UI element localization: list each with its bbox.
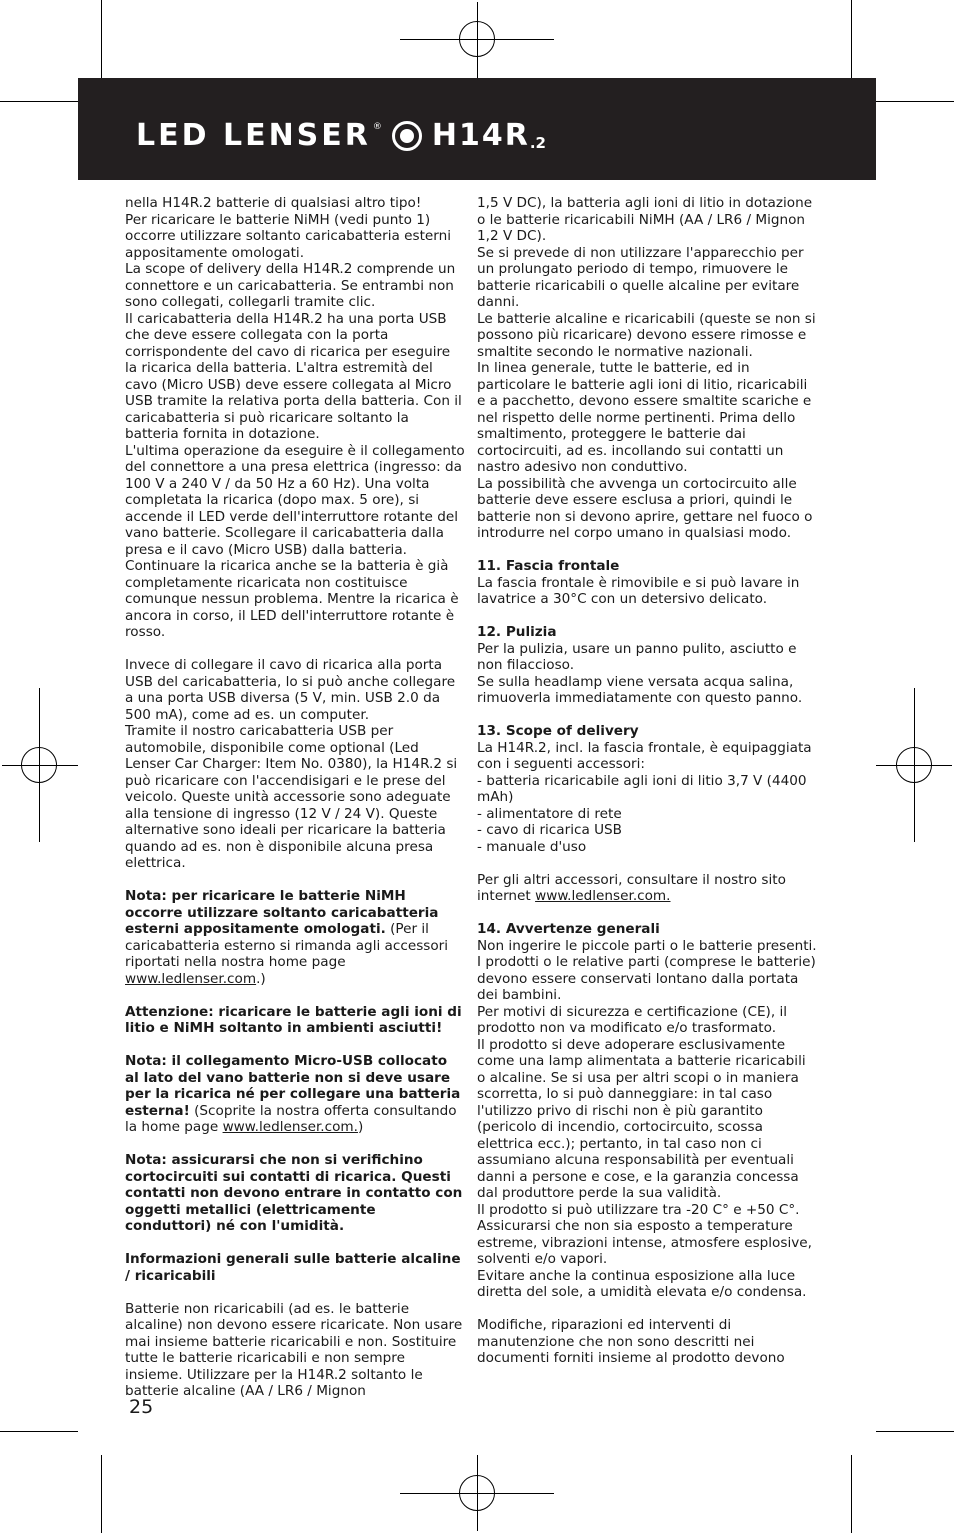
crop-mark bbox=[851, 1455, 852, 1533]
paragraph: Se si prevede di non utilizzare l'apparecchio per un prolungato periodo di tempo, rimuovere le batterie ricaricabili o quelle alcaline per evitare danni. bbox=[477, 244, 804, 310]
crop-mark bbox=[0, 101, 78, 102]
paragraph: Non ingerire le piccole parti o le batterie presenti. I prodotti o le relative parti (comprese le batterie) devono essere conservati lontano dalla portata dei bambini. bbox=[477, 937, 817, 1003]
list-item: - cavo di ricarica USB bbox=[477, 822, 623, 838]
lamp-disc-icon bbox=[392, 121, 422, 151]
paragraph: La H14R.2, incl. la fascia frontale, è equipaggiata con i seguenti accessori: bbox=[477, 739, 812, 772]
logo-model-suffix: .2 bbox=[529, 133, 546, 152]
crop-mark bbox=[101, 0, 102, 78]
paragraph: La possibilità che avvenga un cortocircuito alle batterie deve essere esclusa a priori, quindi le batterie non si devono aprire, gettare nel fuoco o introdurre nel corpo umano in qualsiasi modo. bbox=[477, 475, 813, 541]
paragraph: Evitare anche la continua esposizione alla luce diretta del sole, a umidità elevata e/o condensa. bbox=[477, 1267, 807, 1300]
paragraph: Per la pulizia, usare un panno pulito, asciutto e non filaccioso. bbox=[477, 640, 797, 673]
list-item: - alimentatore di rete bbox=[477, 805, 622, 822]
section-heading: 14. Avvertenze generali bbox=[477, 921, 660, 937]
note-text: Per gli altri accessori, consultare il nostro sito internet bbox=[477, 871, 786, 904]
paragraph: In linea generale, tutte le batterie, ed in particolare le batterie agli ioni di litio, ricaricabili e a pacchetto, devono essere smaltite scariche e nel rispetto delle norme pertinenti. Prima dello smaltimento, proteggere le batterie dai cortocircuiti, ad es. incollando sui contatti un nastro adesivo non conduttivo. bbox=[477, 360, 812, 475]
note-nimh bbox=[125, 888, 465, 987]
list-item: - manuale d'uso bbox=[477, 838, 587, 855]
paragraph: Batterie non ricaricabili (ad es. le batterie alcaline) non devono essere ricaricate. Non usare mai insieme batterie ricaricabili e non. Sostituire tutte le batterie ricaricabili e non sempre insieme. Utilizzare per la H14R.2 soltanto le batterie alcaline (AA / LR6 / Mignon bbox=[125, 1300, 463, 1399]
section-heading: 12. Pulizia bbox=[477, 624, 557, 640]
left-column bbox=[125, 195, 465, 1400]
website-link[interactable]: www.ledlenser.com. bbox=[222, 1119, 358, 1135]
list-item: - batteria ricaricabile agli ioni di litio 3,7 V (4400 mAh) bbox=[477, 772, 807, 805]
paragraph: Se sulla headlamp viene versata acqua salina, rimuoverla immediatamente con questo panno. bbox=[477, 673, 803, 706]
registration-circle bbox=[896, 747, 932, 783]
crop-mark bbox=[876, 1431, 954, 1432]
crop-mark bbox=[101, 1455, 102, 1533]
registration-circle bbox=[21, 747, 57, 783]
paragraph: Invece di collegare il cavo di ricarica alla porta USB del caricabatteria, lo si può anche collegare a una porta USB diversa (5 V, min. USB 2.0 da 500 mA), come ad es. un computer. bbox=[125, 657, 456, 723]
paragraph: Modifiche, riparazioni ed interventi di manutenzione che non sono descritti nei documenti forniti insieme al prodotto devono bbox=[477, 1317, 785, 1366]
logo-model: H14R bbox=[431, 118, 530, 153]
accessories-note bbox=[477, 872, 817, 905]
paragraph: Per ricaricare le batterie NiMH (vedi punto 1) occorre utilizzare soltanto caricabatteria esterni appositamente omologati. bbox=[125, 211, 452, 261]
paragraph: 1,5 V DC), la batteria agli ioni di litio in dotazione o le batterie ricaricabili NiMH (AA / LR6 / Mignon 1,2 V DC). bbox=[477, 195, 813, 244]
website-link[interactable]: www.ledlenser.com bbox=[125, 970, 257, 987]
registration-circle bbox=[459, 1475, 495, 1511]
logo-brand: LED LENSER bbox=[136, 118, 371, 153]
paragraph: Il prodotto si può utilizzare tra -20 C° e +50 C°. Assicurarsi che non sia esposto a temperature estreme, vibrazioni intense, atmosfere esplosive, solventi e/o vapori. bbox=[477, 1201, 812, 1267]
website-link[interactable]: www.ledlenser.com. bbox=[535, 888, 671, 904]
paragraph: La fascia frontale è rimovibile e si può lavare in lavatrice a 30°C con un detersivo delicato. bbox=[477, 574, 800, 607]
note-micro-usb bbox=[125, 1053, 465, 1136]
paragraph: Per motivi di sicurezza e certificazione (CE), il prodotto non va modificato e/o trasformato. bbox=[477, 1003, 788, 1036]
section-heading: Informazioni generali sulle batterie alcaline / ricaricabili bbox=[125, 1251, 461, 1284]
note-end: ) bbox=[357, 1119, 364, 1135]
paragraph: Il prodotto si deve adoperare esclusivamente come una lamp alimentata a batterie ricaricabili o alcaline. Se si usa per altri scopi o in maniera scorretta, lo si può danneggiare: in tal caso l'utilizzo privo di rischi non è più garantito (pericolo di incendio, cortocircuito, scossa elettrica ecc.); pertanto, in tal caso non ci assumiano alcuna responsabilità per eventuali danni a persone e cose, e la garanzia concessa dal produttore perde la sua validità. bbox=[477, 1036, 806, 1201]
right-column bbox=[477, 195, 817, 1367]
attention-note: Attenzione: ricaricare le batterie agli ioni di litio e NiMH soltanto in ambienti asciutti! bbox=[125, 1003, 462, 1036]
registered-mark: ® bbox=[372, 121, 382, 132]
crop-mark bbox=[876, 101, 954, 102]
paragraph: L'ultima operazione da eseguire è il collegamento del connettore a una presa elettrica (ingresso: da 100 V a 240 V / da 50 Hz a 60 Hz). Una volta completata la ricarica (dopo max. 5 ore), si accende il LED verde dell'interruttore rotante del vano batterie. Scollegare il caricabatteria dalla presa e il cavo (Micro USB) dalla batteria. Continuare la ricarica anche se la batteria è già completamente ricaricata non costituisce comunque nessun problema. Mentre la ricarica è ancora in corso, il LED dell'interruttore rotante è rosso. bbox=[125, 442, 465, 640]
paragraph: La scope of delivery della H14R.2 comprende un connettore e un caricabatteria. Se entrambi non sono collegati, collegarli tramite clic. bbox=[125, 261, 456, 310]
section-heading: 13. Scope of delivery bbox=[477, 723, 639, 739]
note-short-circuit: Nota: assicurarsi che non si verifichino cortocircuiti sui contatti di ricarica. Questi contatti non devono entrare in contatto con oggetti metallici (elettricamente conduttori) né con l'umidità. bbox=[125, 1152, 463, 1234]
page-number: 25 bbox=[129, 1396, 154, 1418]
note-bold: Nota: per ricaricare le batterie NiMH occorre utilizzare soltanto caricabatteria esterni appositamente omologati. bbox=[125, 888, 439, 937]
note-end: .) bbox=[256, 970, 266, 987]
section-heading: 11. Fascia frontale bbox=[477, 558, 620, 574]
header-bar bbox=[78, 78, 876, 180]
led-lenser-logo bbox=[136, 116, 546, 156]
crop-mark bbox=[851, 0, 852, 78]
paragraph: Il caricabatteria della H14R.2 ha una porta USB che deve essere collegata con la porta corrispondente del cavo di ricarica per eseguire la ricarica della batteria. L'altra estremità del cavo (Micro USB) deve essere collegata al Micro USB tramite la relativa porta della batteria. Con il caricabatteria si può ricaricare soltanto la batteria fornita in dotazione. bbox=[125, 310, 462, 442]
crop-mark bbox=[0, 1431, 78, 1432]
paragraph: Tramite il nostro caricabatteria USB per automobile, disponibile come optional (Led Lenser Car Charger: Item No. 0380), la H14R.2 si può ricaricare con l'accendisigari e le prese del veicolo. Queste unità accessorie sono adeguate alla tensione di ingresso (12 V / 24 V). Queste alternative sono ideali per ricaricare la batteria quando ad es. non è disponibile alcuna presa elettrica. bbox=[125, 723, 458, 871]
paragraph: Le batterie alcaline e ricaricabili (queste se non si possono più ricaricare) devono essere rimosse e smaltite secondo le normative nazionali. bbox=[477, 310, 816, 360]
paragraph: nella H14R.2 batterie di qualsiasi altro tipo! bbox=[125, 195, 422, 211]
note-bold: Nota: il collegamento Micro-USB collocato al lato del vano batterie non si deve usare per la ricarica né per collegare una batteria esterna! bbox=[125, 1053, 461, 1119]
note-text: (Per il caricabatteria esterno si rimanda agli accessori riportati nella nostra home page bbox=[125, 921, 449, 970]
registration-circle bbox=[459, 21, 495, 57]
note-text: (Scoprite la nostra offerta consultando la home page bbox=[125, 1102, 457, 1135]
